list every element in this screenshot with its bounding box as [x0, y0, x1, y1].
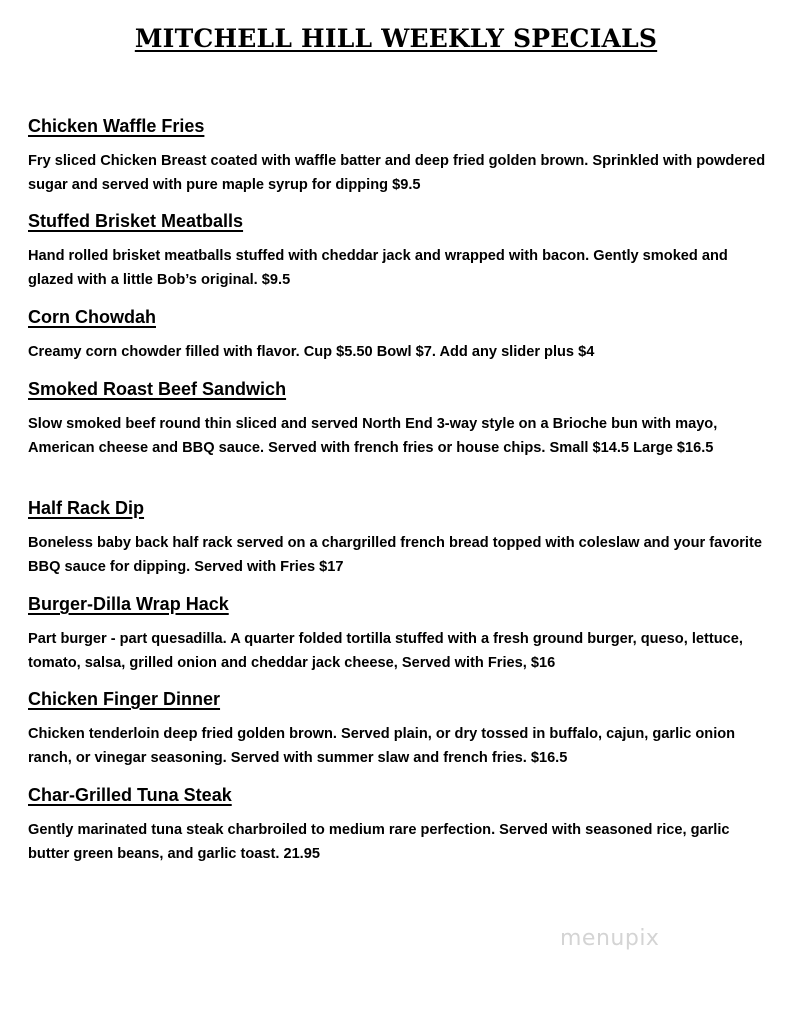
menu-item-description: Part burger - part quesadilla. A quarter folded tortilla stuffed with a fresh ground burger, queso, lettuce, tomato, salsa, grilled onion and cheddar jack cheese, Served with Fries, $16 — [28, 631, 743, 671]
menu-item-description: Fry sliced Chicken Breast coated with waffle batter and deep fried golden brown. Sprinkled with powdered sugar and served with pure maple syrup for dipping $9.5 — [28, 153, 766, 193]
menu-item-half-rack-dip — [28, 497, 773, 579]
menu-item-stuffed-brisket-meatballs — [28, 210, 773, 292]
menu-item-name: Char-Grilled Tuna Steak — [28, 785, 232, 805]
menu-item-name: Corn Chowdah — [28, 307, 156, 327]
menu-item-name: Half Rack Dip — [28, 498, 145, 518]
menu-item-description: Slow smoked beef round thin sliced and served North End 3-way style on a Brioche bun with mayo, American cheese and BBQ sauce. Served with french fries or house chips. Small $14.5 Large $16.5 — [28, 416, 718, 456]
page-title: MITCHELL HILL WEEKLY SPECIALS — [134, 24, 658, 53]
menu-item-chicken-finger-dinner — [28, 688, 773, 770]
menu-item-name: Burger-Dilla Wrap Hack — [28, 594, 229, 614]
watermark: menupix — [560, 926, 660, 951]
menu-item-name: Chicken Finger Dinner — [28, 689, 221, 709]
menu-item-chicken-waffle-fries — [28, 115, 773, 197]
menu-item-name: Chicken Waffle Fries — [28, 116, 205, 136]
menu-item-name: Stuffed Brisket Meatballs — [28, 211, 244, 231]
menu-item-description: Boneless baby back half rack served on a chargrilled french bread topped with coleslaw and your favorite BBQ sauce for dipping. Served with Fries $17 — [28, 535, 762, 575]
menu-item-description: Hand rolled brisket meatballs stuffed with cheddar jack and wrapped with bacon. Gently smoked and glazed with a little Bob’s original. $9.5 — [28, 248, 728, 288]
menu-item-name: Smoked Roast Beef Sandwich — [28, 379, 287, 399]
menu-item-corn-chowdah — [28, 306, 773, 364]
menu-item-description: Gently marinated tuna steak charbroiled to medium rare perfection. Served with seasoned rice, garlic butter green beans, and garlic toast. 21.95 — [28, 822, 730, 862]
menu-item-description: Creamy corn chowder filled with flavor. Cup $5.50 Bowl $7. Add any slider plus $4 — [28, 344, 595, 360]
menu-item-smoked-roast-beef-sandwich — [28, 378, 773, 460]
menu-item-burger-dilla-wrap-hack — [28, 593, 773, 675]
menu-item-char-grilled-tuna-steak — [28, 784, 773, 866]
menu-item-description: Chicken tenderloin deep fried golden brown. Served plain, or dry tossed in buffalo, cajun, garlic onion ranch, or vinegar seasoning. Served with summer slaw and french fries. $16.5 — [28, 726, 736, 766]
